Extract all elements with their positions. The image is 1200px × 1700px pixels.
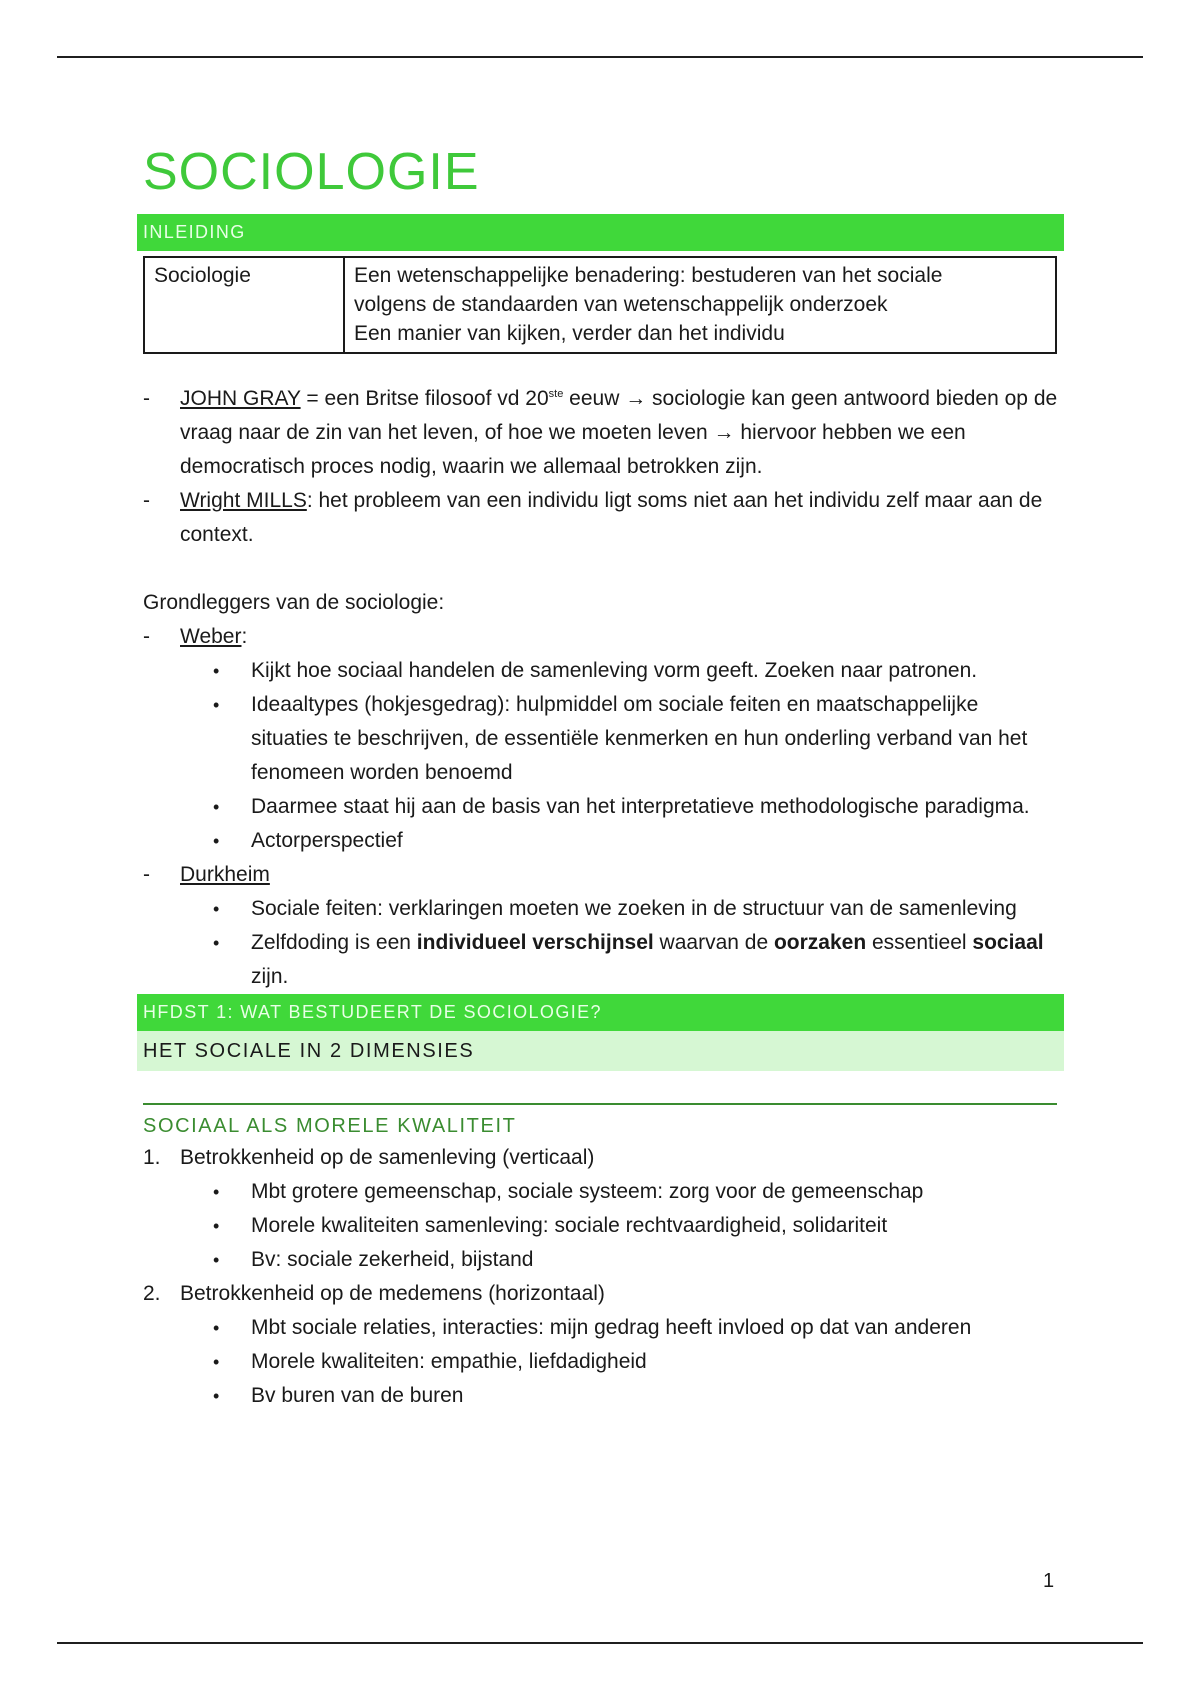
durkheim-point: • Zelfdoding is een individueel verschijnsel waarvan de oorzaken essentieel sociaal zijn. xyxy=(213,931,1044,988)
dash-marker: - xyxy=(143,863,150,886)
quote-john-gray: - JOHN GRAY = een Britse filosoof vd 20ste eeuw → sociologie kan geen antwoord bieden op de vraag naar de zin van het leven, of hoe we moeten leven → hiervoor hebben we een democratisch proces nodig, waarin we allemaal betrokken zijn. xyxy=(143,382,1058,484)
header-rule xyxy=(57,56,1143,58)
moral-point: • Morele kwaliteiten samenleving: sociale rechtvaardigheid, solidariteit xyxy=(213,1214,888,1237)
weber-point: • Daarmee staat hij aan de basis van het interpretatieve methodologische paradigma. xyxy=(213,795,1030,818)
definition-line: volgens de standaarden van wetenschappelijk onderzoek xyxy=(354,293,888,316)
quote-wright-mills: - Wright MILLS: het probleem van een individu ligt soms niet aan het individu zelf maar aan de context. xyxy=(143,484,1058,552)
page-body xyxy=(143,140,1058,1413)
definition-text xyxy=(344,257,1056,353)
founder-durkheim xyxy=(143,858,1058,892)
document-title: SOCIOLOGIE xyxy=(143,143,480,201)
founders-heading: Grondleggers van de sociologie: xyxy=(143,591,445,614)
moral-point: • Bv buren van de buren xyxy=(213,1384,464,1407)
section-bar-inleiding: INLEIDING xyxy=(137,214,1064,251)
weber-point: • Actorperspectief xyxy=(213,829,403,852)
moral-item: 2. Betrokkenheid op de medemens (horizontaal) xyxy=(143,1282,605,1305)
superscript-ste: ste xyxy=(548,388,564,400)
definition-table xyxy=(143,256,1057,354)
definition-term: Sociologie xyxy=(144,257,344,353)
durkheim-point: • Sociale feiten: verklaringen moeten we zoeken in de structuur van de samenleving xyxy=(213,897,1017,920)
dash-marker: - xyxy=(143,489,150,512)
moral-point: • Mbt grotere gemeenschap, sociale systeem: zorg voor de gemeenschap xyxy=(213,1180,924,1203)
john-gray-name: JOHN GRAY xyxy=(180,387,301,410)
weber-point: • Ideaaltypes (hokjesgedrag): hulpmiddel om sociale feiten en maatschappelijke situaties te beschrijven, de essentiële kenmerken en hun onderling verband van het fenomeen worden benoemd xyxy=(213,693,1028,784)
page-number: 1 xyxy=(1043,1570,1055,1592)
subsection-bar: HET SOCIALE IN 2 DIMENSIES xyxy=(137,1031,1064,1071)
moral-item: 1. Betrokkenheid op de samenleving (verticaal) xyxy=(143,1146,595,1169)
founder-weber: - Weber: xyxy=(143,620,1058,654)
definition-line: Een wetenschappelijke benadering: bestuderen van het sociale xyxy=(354,264,943,287)
weber-point: • Kijkt hoe sociaal handelen de samenleving vorm geeft. Zoeken naar patronen. xyxy=(213,659,978,682)
moral-point: • Mbt sociale relaties, interacties: mijn gedrag heeft invloed op dat van anderen xyxy=(213,1316,972,1339)
weber-name: Weber xyxy=(180,625,242,648)
dash-marker: - xyxy=(143,625,150,648)
chapter-bar: HFDST 1: WAT BESTUDEERT DE SOCIOLOGIE? xyxy=(137,994,1064,1031)
durkheim-name: Durkheim xyxy=(180,863,270,886)
footer-rule xyxy=(57,1642,1143,1644)
definition-line: Een manier van kijken, verder dan het individu xyxy=(354,322,785,345)
wright-mills-name: Wright MILLS xyxy=(180,489,307,512)
moral-heading: SOCIAAL ALS MORELE KWALITEIT xyxy=(143,1103,1057,1141)
moral-point: • Morele kwaliteiten: empathie, liefdadigheid xyxy=(213,1350,647,1373)
moral-point: • Bv: sociale zekerheid, bijstand xyxy=(213,1248,534,1271)
dash-marker: - xyxy=(143,387,150,410)
